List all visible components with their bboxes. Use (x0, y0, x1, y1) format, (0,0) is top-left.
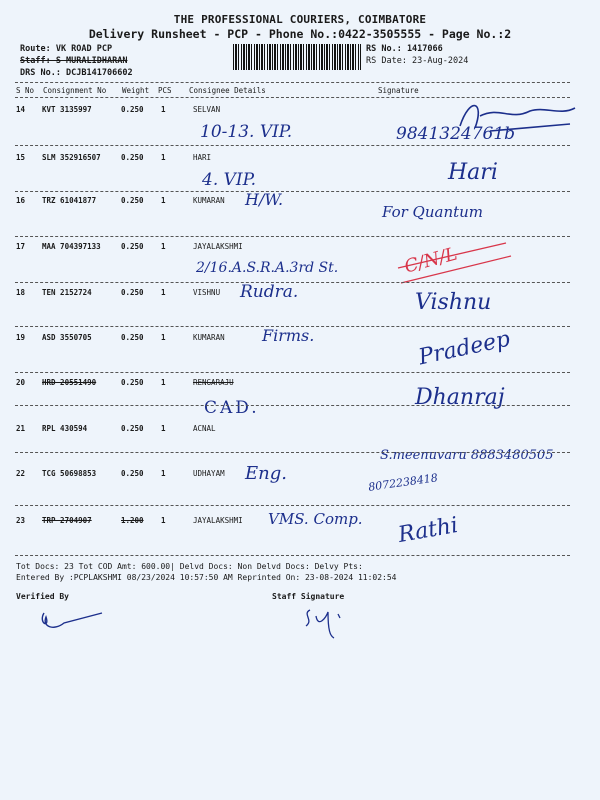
col-weight: Weight (122, 86, 150, 95)
col-sno: S No (16, 86, 35, 95)
row-consignee: VISHNU (193, 288, 221, 297)
row-handwritten-address: Rudra. (240, 282, 299, 302)
row-weight: 0.250 (121, 424, 144, 433)
row-weight: 0.250 (121, 105, 144, 114)
row-weight: 0.250 (121, 333, 144, 342)
row-signature-text: C/N/L (402, 243, 460, 278)
row-weight: 0.250 (121, 196, 144, 205)
row-rule (15, 405, 570, 406)
signature-scribble (450, 96, 580, 141)
row-consignment: HRD 20551490 (42, 378, 97, 387)
row-sno: 23 (16, 516, 26, 525)
row-consignment: TCG 50698853 (42, 469, 97, 478)
row-consignment: SLM 352916507 (42, 153, 101, 162)
row-handwritten-address: 4. VIP. (202, 170, 257, 190)
row-sno: 15 (16, 153, 26, 162)
row-consignee: JAYALAKSHMI (193, 516, 243, 525)
row-rule (15, 236, 570, 237)
row-handwritten-address: Eng. (245, 463, 287, 484)
row-sno: 19 (16, 333, 26, 342)
rs-number: RS No.: 1417066 (366, 44, 443, 54)
row-handwritten-address: H/W. (245, 190, 284, 209)
row-signature-text: Hari (448, 160, 498, 185)
row-consignment: RPL 430594 (42, 424, 88, 433)
row-signature-text: S.meenuvaru 8883480505 (380, 448, 554, 463)
row-signature-text: 9841324761b (396, 124, 516, 144)
row-pcs: 1 (161, 105, 166, 114)
row-handwritten-address: Firms. (262, 326, 315, 345)
table-bottom-rule (15, 555, 570, 556)
company-title: THE PROFESSIONAL COURIERS, COIMBATORE (173, 13, 427, 26)
row-sno: 17 (16, 242, 26, 251)
col-pcs: PCS (158, 86, 172, 95)
col-consignment: Consignment No (43, 86, 107, 95)
barcode-image (233, 44, 361, 70)
row-consignee: RENGARAJU (193, 378, 234, 387)
row-handwritten-address: 10-13. VIP. (200, 122, 293, 142)
row-sno: 20 (16, 378, 26, 387)
row-consignee: HARI (193, 153, 212, 162)
row-pcs: 1 (161, 469, 166, 478)
row-pcs: 1 (161, 153, 166, 162)
row-signature-text: Pradeep (416, 326, 513, 371)
row-weight: 0.250 (121, 242, 144, 251)
row-pcs: 1 (161, 196, 166, 205)
row-consignment: TEN 2152724 (42, 288, 92, 297)
route-label: Route: VK ROAD PCP (20, 44, 113, 54)
row-pcs: 1 (161, 378, 166, 387)
row-handwritten-address: 2/16.A.S.R.A.3rd St. (196, 260, 339, 276)
row-signature-text: For Quantum (382, 203, 484, 221)
row-pcs: 1 (161, 242, 166, 251)
row-consignment: TRZ 61041877 (42, 196, 97, 205)
row-consignee: KUMARAN (193, 333, 225, 342)
row-consignee: UDHAYAM (193, 469, 225, 478)
row-signature-text: Vishnu (415, 290, 492, 315)
col-consignee: Consignee Details (189, 86, 266, 95)
row-sno: 16 (16, 196, 26, 205)
row-handwritten-address: VMS. Comp. (268, 510, 363, 528)
row-pcs: 1 (161, 288, 166, 297)
row-signature-text: 8072238418 (367, 471, 439, 494)
staff-signature (300, 604, 350, 642)
row-sno: 22 (16, 469, 26, 478)
row-consignment: MAA 704397133 (42, 242, 101, 251)
totals-line: Tot Docs: 23 Tot COD Amt: 600.00| Delvd Docs: Non Delvd Docs: Delvy Pts: (16, 562, 363, 571)
verified-by-label: Verified By (16, 592, 69, 601)
row-consignee: KUMARAN (193, 196, 225, 205)
row-handwritten-address: CAD. (204, 398, 260, 418)
row-consignee: SELVAN (193, 105, 221, 114)
row-pcs: 1 (161, 516, 166, 525)
row-signature-text: Dhanraj (415, 385, 505, 410)
row-rule (15, 145, 570, 146)
row-consignee: ACNAL (193, 424, 216, 433)
staff-label: Staff: S MURALIDHARAN (20, 56, 128, 66)
row-weight: 0.250 (121, 153, 144, 162)
col-signature: Signature (378, 86, 419, 95)
runsheet-subtitle: Delivery Runsheet - PCP - Phone No.:0422-3505555 - Page No.:2 (88, 27, 512, 41)
row-sno: 21 (16, 424, 26, 433)
row-weight: 0.250 (121, 469, 144, 478)
row-rule (15, 505, 570, 506)
row-signature-text: Rathi (396, 512, 460, 549)
row-consignment: TRP 2704907 (42, 516, 92, 525)
row-rule (15, 191, 570, 192)
cancel-stroke (396, 238, 516, 288)
table-top-rule (15, 82, 570, 83)
rs-date: RS Date: 23-Aug-2024 (366, 56, 469, 66)
row-consignee: JAYALAKSHMI (193, 242, 243, 251)
drs-number: DRS No.: DCJB141706602 (20, 68, 133, 78)
row-rule (15, 372, 570, 373)
row-sno: 18 (16, 288, 26, 297)
row-rule (15, 452, 570, 453)
row-weight: 0.250 (121, 288, 144, 297)
row-weight: 0.250 (121, 378, 144, 387)
row-pcs: 1 (161, 424, 166, 433)
row-weight: 1.200 (121, 516, 144, 525)
staff-signature-label: Staff Signature (272, 592, 345, 601)
entered-by-line: Entered By :PCPLAKSHMI 08/23/2024 10:57:50 AM Reprinted On: 23-08-2024 11:02:54 (16, 573, 397, 582)
row-sno: 14 (16, 105, 26, 114)
row-pcs: 1 (161, 333, 166, 342)
row-consignment: ASD 3550705 (42, 333, 92, 342)
row-consignment: KVT 3135997 (42, 105, 92, 114)
verifier-signature (36, 605, 106, 635)
